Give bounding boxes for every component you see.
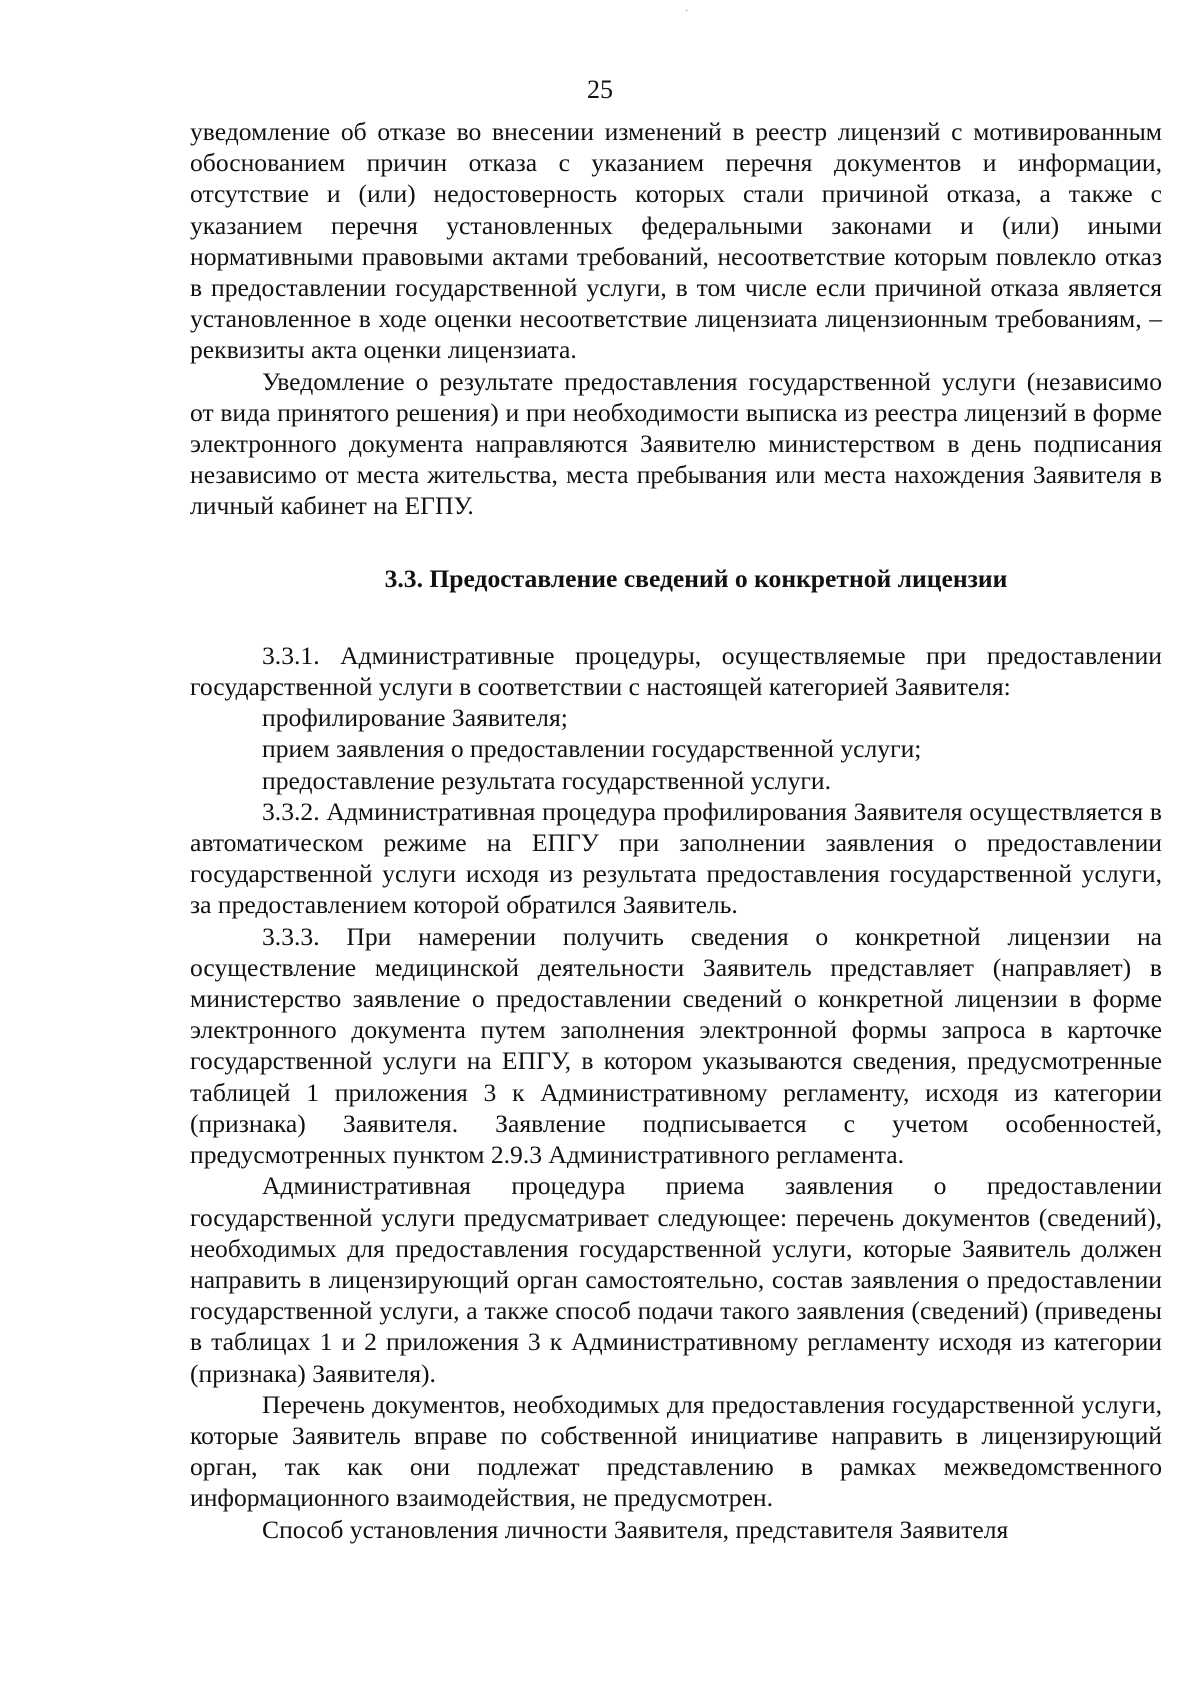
scan-mark: · (685, 6, 689, 17)
paragraph-3-3-3: 3.3.3. При намерении получить сведения о конкретной лицензии на осуществление медицинской деятельности Заявитель представляет (направляет) в министерство заявление о предоставлении сведений о конкретной лицензии в форме электронного документа путем заполнения электронной формы запроса в карточке государственной услуги на ЕПГУ, в котором указываются сведения, предусмотренные таблицей 1 приложения 3 к Административному регламенту, исходя из категории (признака) Заявителя. Заявление подписывается с учетом особенностей, предусмотренных пунктом 2.9.3 Административного регламента. (190, 921, 1162, 1170)
paragraph-3-3-2: 3.3.2. Административная процедура профилирования Заявителя осуществляется в автоматическом режиме на ЕПГУ при заполнении заявления о предоставлении государственной услуги исходя из результата предоставления государственной услуги, за предоставлением которой обратился Заявитель. (190, 796, 1162, 920)
paragraph-result-notification: Уведомление о результате предоставления государственной услуги (независимо от вида принятого решения) и при необходимости выписка из реестра лицензий в форме электронного документа направляются Заявителю министерством в день подписания независимо от места жительства, места пребывания или места нахождения Заявителя в личный кабинет на ЕГПУ. (190, 366, 1162, 521)
paragraph-intake-procedure: Административная процедура приема заявления о предоставлении государственной услуги предусматривает следующее: перечень документов (сведений), необходимых для предоставления государственной услуги, которые Заявитель должен направить в лицензирующий орган самостоятельно, состав заявления о предоставлении государственной услуги, а также способ подачи такого заявления (сведений) (приведены в таблицах 1 и 2 приложения 3 к Административному регламенту исходя из категории (признака) Заявителя). (190, 1171, 1162, 1388)
list-item-profiling: профилирование Заявителя; (262, 703, 568, 733)
paragraph-documents-list: Перечень документов, необходимых для предоставления государственной услуги, которые Заявитель вправе по собственной инициативе направить в лицензирующий орган, так как они подлежат представлению в рамках межведомственного информационного взаимодействия, не предусмотрен. (190, 1389, 1162, 1513)
list-item-result-delivery: предоставление результата государственной услуги. (262, 765, 831, 795)
document-body (190, 116, 1162, 1545)
paragraph-3-3-1: 3.3.1. Административные процедуры, осуществляемые при предоставлении государственной услуги в соответствии с настоящей категорией Заявителя: (190, 640, 1162, 702)
section-heading: 3.3. Предоставление сведений о конкретной лицензии (384, 563, 1008, 593)
paragraph-identity-method: Способ установления личности Заявителя, представителя Заявителя (262, 1514, 1009, 1544)
list-item-application-intake: прием заявления о предоставлении государственной услуги; (262, 734, 922, 764)
page-number: 25 (587, 75, 613, 104)
paragraph-refusal-notice: уведомление об отказе во внесении изменений в реестр лицензий с мотивированным обоснованием причин отказа с указанием перечня документов и информации, отсутствие и (или) недостоверность которых стали причиной отказа, а также с указанием перечня установленных федеральными законами и (или) иными нормативными правовыми актами требований, несоответствие которым повлекло отказ в предоставлении государственной услуги, в том числе если причиной отказа является установленное в ходе оценки несоответствие лицензиата лицензионным требованиям, – реквизиты акта оценки лицензиата. (190, 117, 1162, 365)
